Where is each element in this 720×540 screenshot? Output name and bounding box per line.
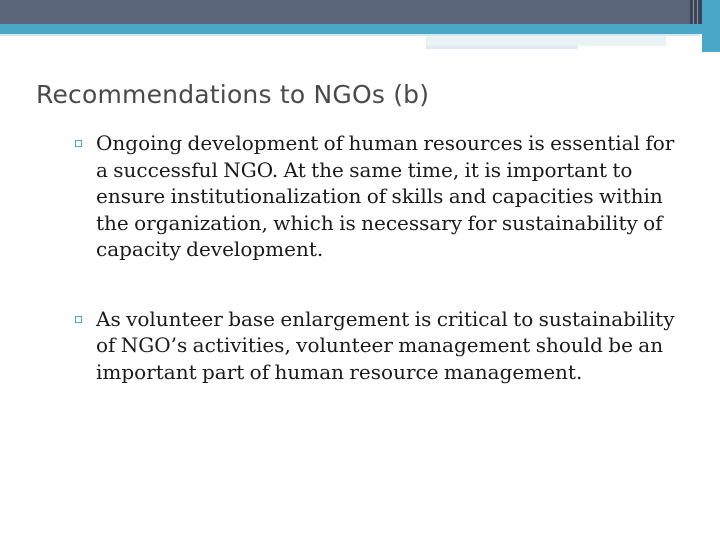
header-underbar-short	[426, 46, 578, 49]
bullet-text: As volunteer base enlargement is critical to sustainability of NGO’s activities, volunteer management should be an important part of human resource management.	[96, 306, 675, 384]
header-underbar	[426, 36, 666, 46]
square-bullet-icon	[75, 316, 82, 323]
header-divider-mark	[697, 0, 698, 24]
slide-title: Recommendations to NGOs (b)	[36, 80, 430, 109]
square-bullet-icon	[75, 140, 82, 147]
header-divider-mark	[693, 0, 694, 24]
bullet-item	[74, 306, 684, 386]
bullet-list	[74, 130, 684, 385]
header-accent-corner	[702, 0, 720, 52]
bullet-text: Ongoing development of human resources is essential for a successful NGO. At the same time, it is important to ensure institutionalization of skills and capacities within the organization, which is necessary for sustainability of capacity development.	[96, 131, 675, 261]
header-dark-bar	[0, 0, 720, 24]
bullet-item	[74, 130, 684, 263]
header-accent-band	[0, 24, 720, 34]
